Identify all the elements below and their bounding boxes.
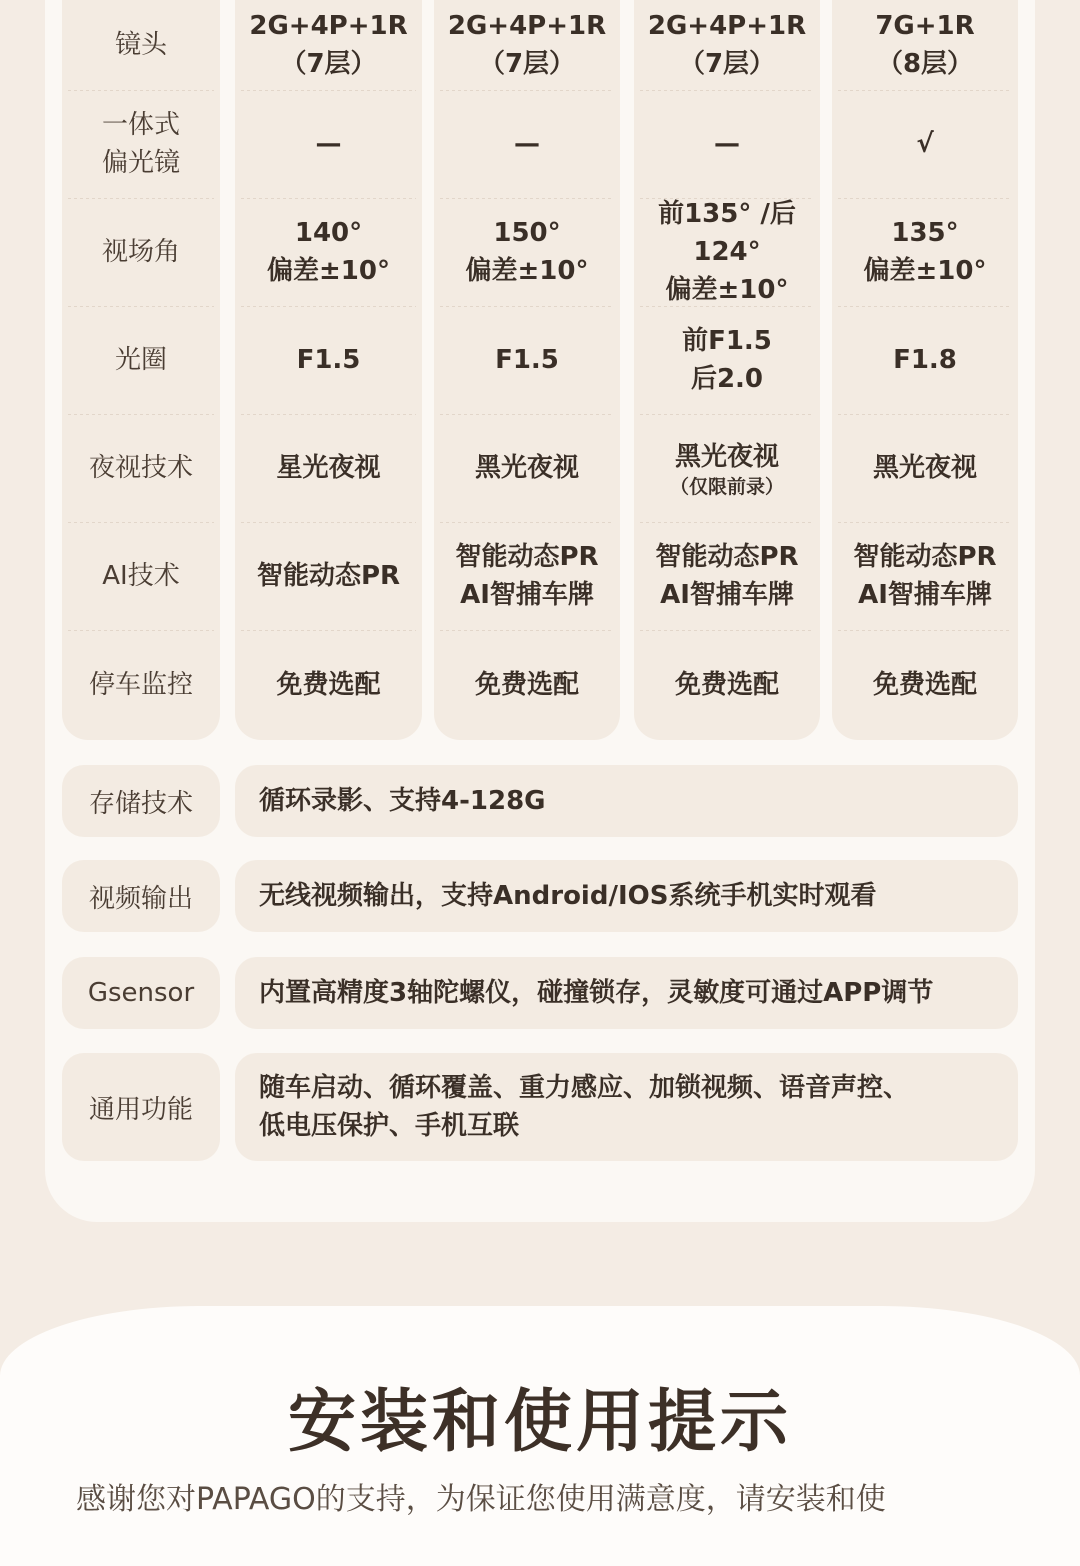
spec-label bbox=[62, 522, 220, 630]
spec-value bbox=[634, 630, 820, 740]
spec-value bbox=[434, 90, 620, 198]
spec-value bbox=[634, 522, 820, 630]
spec-label bbox=[62, 0, 220, 90]
cell-line: 150° bbox=[493, 218, 561, 248]
spec-value bbox=[434, 630, 620, 740]
cell-line: 黑光夜视 bbox=[474, 453, 579, 483]
spec-value bbox=[832, 198, 1018, 306]
spec-value bbox=[235, 522, 422, 630]
spec-value bbox=[832, 306, 1018, 414]
spec-label-line: 一体式 bbox=[101, 110, 180, 140]
shared-row-value-text: 随车启动、循环覆盖、重力感应、加锁视频、语音声控、 低电压保护、手机互联 bbox=[259, 1073, 910, 1141]
cell-line: AI智捕车牌 bbox=[460, 580, 594, 610]
spec-value bbox=[832, 522, 1018, 630]
spec-value bbox=[832, 414, 1018, 522]
cell-line: 前135° /后124° bbox=[658, 199, 796, 267]
spec-value bbox=[235, 198, 422, 306]
spec-value bbox=[634, 90, 820, 198]
shared-row-value-text: 无线视频输出，支持Android/IOS系统手机实时观看 bbox=[259, 881, 877, 911]
cell-line: 免费选配 bbox=[674, 670, 779, 700]
cell-line: 偏差±10° bbox=[863, 256, 987, 286]
spec-label-line: 视场角 bbox=[101, 237, 180, 267]
cell-line: 免费选配 bbox=[872, 670, 977, 700]
cell-line: 140° bbox=[294, 218, 363, 248]
spec-value bbox=[434, 414, 620, 522]
cell-line: 黑光夜视 bbox=[872, 453, 977, 483]
cell-line: 智能动态PR bbox=[655, 542, 799, 572]
spec-value bbox=[235, 0, 422, 90]
spec-value bbox=[634, 198, 820, 306]
spec-value bbox=[634, 414, 820, 522]
shared-row-value-text: 循环录影、支持4-128G bbox=[259, 786, 546, 816]
cell-line: — bbox=[714, 129, 740, 159]
spec-label bbox=[62, 414, 220, 522]
shared-row-value-text: 内置高精度3轴陀螺仪，碰撞锁存，灵敏度可通过APP调节 bbox=[259, 978, 934, 1008]
shared-row-label: 存储技术 bbox=[62, 765, 220, 837]
spec-label-line: 停车监控 bbox=[88, 670, 193, 700]
spec-value bbox=[235, 630, 422, 740]
cell-line: 黑光夜视 bbox=[674, 442, 779, 472]
spec-value bbox=[235, 414, 422, 522]
cell-line: 免费选配 bbox=[276, 670, 381, 700]
cell-line: 偏差±10° bbox=[665, 275, 789, 305]
shared-row-label: 通用功能 bbox=[62, 1053, 220, 1161]
spec-value bbox=[434, 0, 620, 90]
cell-line: 后2.0 bbox=[690, 364, 764, 394]
cell-line: 星光夜视 bbox=[276, 453, 381, 483]
spec-label-line: 夜视技术 bbox=[88, 453, 193, 483]
shared-row-label: 视频输出 bbox=[62, 860, 220, 932]
spec-label-line: 光圈 bbox=[114, 345, 167, 375]
cell-line: — bbox=[315, 129, 342, 159]
cell-line: （7层） bbox=[678, 49, 776, 79]
cell-line: 2G+4P+1R bbox=[249, 11, 408, 41]
cell-line: F1.5 bbox=[495, 345, 559, 375]
cell-line: 智能动态PR bbox=[853, 542, 997, 572]
cell-line: 135° bbox=[891, 218, 959, 248]
spec-label-line: 镜头 bbox=[114, 30, 167, 60]
cell-line: F1.5 bbox=[296, 345, 361, 375]
cell-note: （仅限前录） bbox=[669, 476, 784, 498]
spec-label bbox=[62, 630, 220, 740]
cell-line: 免费选配 bbox=[474, 670, 579, 700]
spec-label-line: AI技术 bbox=[102, 561, 180, 591]
cell-line: 智能动态PR bbox=[256, 561, 401, 591]
spec-value bbox=[634, 306, 820, 414]
spec-label bbox=[62, 198, 220, 306]
install-intro-text: 感谢您对PAPAGO的支持，为保证您使用满意度，请安装和使 bbox=[76, 1482, 886, 1517]
cell-line: F1.8 bbox=[893, 345, 957, 375]
shared-row-value bbox=[235, 765, 1018, 837]
spec-value bbox=[832, 0, 1018, 90]
cell-line: √ bbox=[916, 129, 934, 159]
spec-value bbox=[434, 198, 620, 306]
cell-line: AI智捕车牌 bbox=[858, 580, 992, 610]
spec-label bbox=[62, 306, 220, 414]
cell-line: 偏差±10° bbox=[267, 256, 390, 286]
cell-line: （7层） bbox=[478, 49, 576, 79]
spec-value bbox=[832, 90, 1018, 198]
shared-row-label: Gsensor bbox=[62, 957, 220, 1029]
cell-line: 偏差±10° bbox=[465, 256, 589, 286]
spec-value bbox=[235, 90, 422, 198]
shared-row-value bbox=[235, 1053, 1018, 1161]
cell-line: 2G+4P+1R bbox=[647, 11, 807, 41]
cell-line: — bbox=[514, 129, 540, 159]
spec-value bbox=[634, 0, 820, 90]
shared-row-value bbox=[235, 860, 1018, 932]
cell-line: AI智捕车牌 bbox=[660, 580, 794, 610]
spec-label bbox=[62, 90, 220, 198]
cell-line: 2G+4P+1R bbox=[447, 11, 607, 41]
cell-line: （8层） bbox=[876, 49, 974, 79]
cell-line: （7层） bbox=[280, 49, 377, 79]
cell-line: 7G+1R bbox=[875, 11, 975, 41]
spec-value bbox=[434, 306, 620, 414]
spec-value bbox=[832, 630, 1018, 740]
cell-line: 前F1.5 bbox=[682, 326, 772, 356]
spec-value bbox=[235, 306, 422, 414]
cell-line: 智能动态PR bbox=[455, 542, 599, 572]
install-section-title: 安装和使用提示 bbox=[287, 1383, 792, 1462]
spec-value bbox=[434, 522, 620, 630]
spec-label-line: 偏光镜 bbox=[101, 148, 180, 178]
shared-row-value bbox=[235, 957, 1018, 1029]
